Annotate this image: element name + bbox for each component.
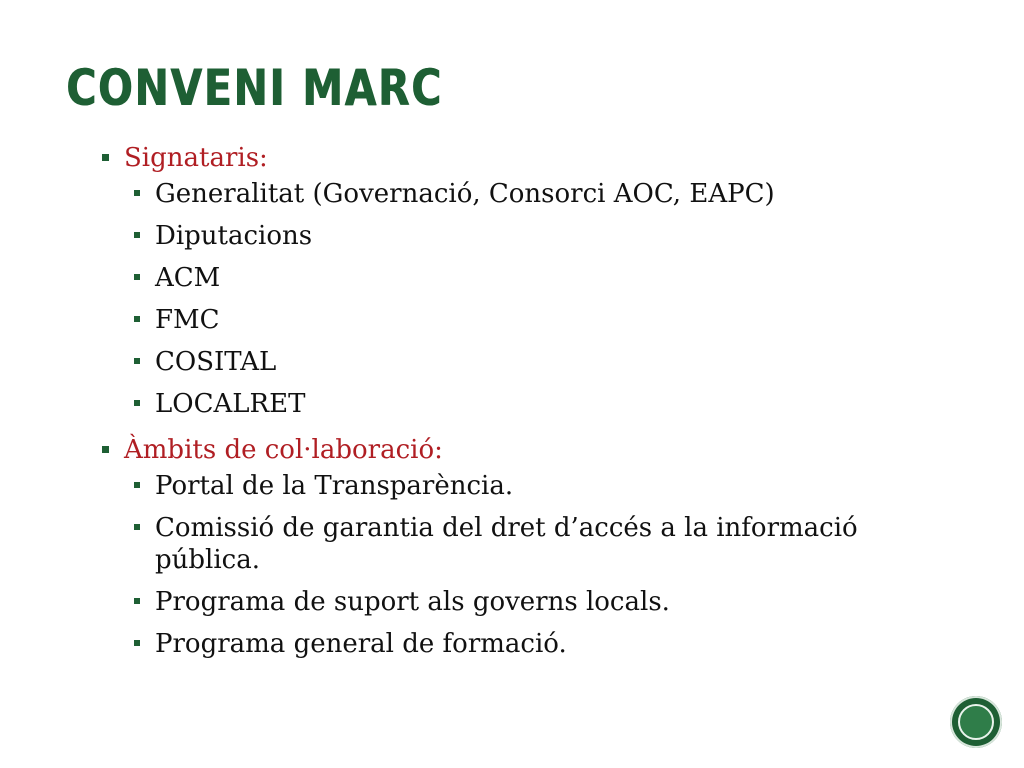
- slide-content: [102, 140, 962, 660]
- square-bullet-icon: [134, 640, 140, 646]
- list-item: [134, 262, 962, 294]
- list-item-text: Portal de la Transparència.: [155, 471, 514, 501]
- list-item: [134, 346, 962, 378]
- list-item: [134, 178, 962, 210]
- square-bullet-icon: [134, 358, 140, 364]
- square-bullet-icon: [102, 446, 109, 453]
- square-bullet-icon: [134, 316, 140, 322]
- section-heading: [102, 140, 962, 176]
- section-heading-label: Signataris:: [124, 143, 268, 173]
- list-item-text: LOCALRET: [155, 389, 306, 419]
- list-item: [134, 586, 962, 618]
- green-circle-badge-icon: [950, 696, 1002, 748]
- list-item-text: Comissió de garantia del dret d’accés a la informació pública.: [155, 513, 858, 575]
- section-heading-label: Àmbits de col·laboració:: [124, 435, 443, 465]
- square-bullet-icon: [134, 482, 140, 488]
- list-item: [134, 470, 962, 502]
- slide-title: CONVENI MARC: [66, 59, 443, 117]
- list-item-text: Generalitat (Governació, Consorci AOC, EAPC): [155, 179, 775, 209]
- section-heading: [102, 432, 962, 468]
- list-item-text: ACM: [155, 263, 221, 293]
- square-bullet-icon: [134, 274, 140, 280]
- list-item-text: FMC: [155, 305, 220, 335]
- square-bullet-icon: [134, 190, 140, 196]
- list-item: [134, 388, 962, 420]
- list-item-text: Programa de suport als governs locals.: [155, 587, 670, 617]
- list-item: [134, 220, 962, 252]
- list-item: [134, 628, 962, 660]
- square-bullet-icon: [134, 232, 140, 238]
- square-bullet-icon: [134, 598, 140, 604]
- list-item-text: Diputacions: [155, 221, 313, 251]
- square-bullet-icon: [134, 400, 140, 406]
- list-item: [134, 304, 962, 336]
- section-signataris: [102, 140, 962, 420]
- square-bullet-icon: [134, 524, 140, 530]
- list-item-text: Programa general de formació.: [155, 629, 567, 659]
- square-bullet-icon: [102, 154, 109, 161]
- list-item-text: COSITAL: [155, 347, 277, 377]
- section-ambits: [102, 432, 962, 660]
- list-item: [134, 512, 962, 576]
